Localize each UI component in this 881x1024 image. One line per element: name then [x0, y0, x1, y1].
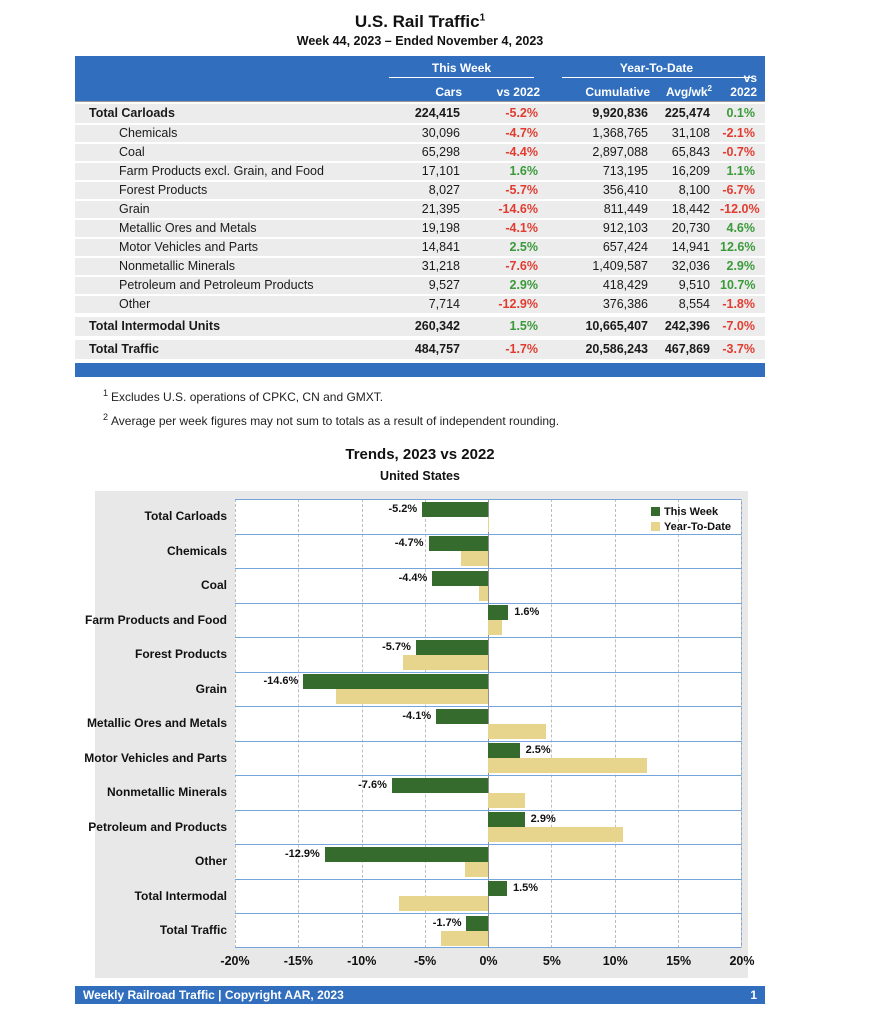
chart-subtitle: United States — [380, 469, 460, 483]
table-cell: 18,442 — [671, 202, 710, 216]
table-cell: Forest Products — [119, 183, 208, 197]
bar-value-label: 2.5% — [525, 744, 551, 756]
table-cell: -5.2% — [505, 106, 538, 120]
table-cell: 467,869 — [664, 342, 710, 356]
table-cell: 19,198 — [421, 221, 460, 235]
bar-value-label: 2.9% — [530, 813, 556, 825]
table-cell: 1.5% — [509, 319, 538, 333]
legend-item-this-week — [651, 504, 731, 519]
footnotes — [103, 385, 765, 430]
table-cell: -1.7% — [505, 342, 538, 356]
bar-year-to-date — [488, 517, 489, 532]
table-row — [75, 340, 765, 361]
axis-tick-label: -15% — [283, 953, 313, 968]
table-cell: 8,027 — [428, 183, 460, 197]
table-cell: 2.9% — [726, 259, 755, 273]
chart-category-label: Chemicals — [166, 543, 227, 558]
table-row — [75, 125, 765, 144]
bar-year-to-date — [488, 827, 623, 842]
table-cell: 418,429 — [602, 278, 648, 292]
bar-year-to-date — [461, 551, 488, 566]
table-row — [75, 296, 765, 315]
chart-category-band — [235, 775, 741, 810]
table-cell: Nonmetallic Minerals — [119, 259, 236, 273]
bar-year-to-date — [336, 689, 488, 704]
table-cell: 260,342 — [414, 319, 460, 333]
table-cell: 20,730 — [671, 221, 710, 235]
chart-category-label: Other — [194, 854, 227, 869]
table-cell: 31,218 — [421, 259, 460, 273]
chart-category-band — [235, 913, 741, 948]
table-cell: -4.1% — [505, 221, 538, 235]
table-cell: Metallic Ores and Metals — [119, 221, 257, 235]
bar-this-week — [436, 709, 488, 724]
bar-this-week — [432, 571, 488, 586]
table-cell: -7.6% — [505, 259, 538, 273]
chart-title: Trends, 2023 vs 2022 — [345, 446, 495, 463]
legend-label-this-week: This Week — [663, 505, 719, 518]
bar-this-week — [325, 847, 488, 862]
table-cell: -0.7% — [722, 145, 755, 159]
axis-tick-label: -5% — [414, 953, 437, 968]
table-cell: 30,096 — [421, 126, 460, 140]
table-cell: 713,195 — [602, 164, 648, 178]
table-cell: 32,036 — [671, 259, 710, 273]
table-cell: Total Intermodal Units — [89, 319, 221, 333]
table-cell: 242,396 — [664, 319, 710, 333]
table-cell: 8,554 — [678, 297, 710, 311]
bar-year-to-date — [479, 586, 488, 601]
bar-year-to-date — [488, 724, 546, 739]
table-cell: 65,298 — [421, 145, 460, 159]
legend-swatch-green-icon — [651, 507, 660, 516]
chart-category-label: Total Traffic — [159, 923, 227, 938]
table-cell: -4.4% — [505, 145, 538, 159]
chart-category-label: Coal — [200, 578, 227, 593]
chart-category-band — [235, 879, 741, 914]
axis-tick-label: 10% — [602, 953, 628, 968]
table-cell: 10,665,407 — [585, 319, 648, 333]
table-cell: 912,103 — [602, 221, 648, 235]
table-cell: 356,410 — [602, 183, 648, 197]
chart-category-band — [235, 568, 741, 603]
table-cell: -4.7% — [505, 126, 538, 140]
table-row — [75, 317, 765, 338]
chart-category-band — [235, 741, 741, 776]
chart-legend — [651, 504, 731, 534]
bar-year-to-date — [465, 862, 488, 877]
table-cell: 14,841 — [421, 240, 460, 254]
bar-this-week — [466, 916, 488, 931]
table-body — [75, 101, 765, 361]
table-cell: Total Traffic — [89, 342, 159, 356]
table-cell: 811,449 — [603, 202, 648, 216]
axis-tick-label: 5% — [542, 953, 561, 968]
chart-category-label: Forest Products — [134, 647, 227, 662]
table-cell: 21,395 — [421, 202, 460, 216]
footnote: $^1$ Excludes U.S. operations of CPKC, CN and GMXT. — [103, 388, 384, 404]
table-cell: 20,586,243 — [585, 342, 648, 356]
footnote: $^2$ Average per week figures may not sum to totals as a result of independent rounding. — [103, 412, 560, 428]
table-cell: -1.8% — [722, 297, 755, 311]
table-row — [75, 220, 765, 239]
table-row — [75, 277, 765, 296]
table-cell: -2.1% — [722, 126, 755, 140]
axis-tick-label: -20% — [220, 953, 250, 968]
footer-page-number: 1 — [750, 987, 757, 1002]
bar-value-label: 1.5% — [512, 882, 539, 894]
legend-label-year-to-date: Year-To-Date — [663, 520, 731, 533]
table-cell: 2,897,088 — [592, 145, 648, 159]
table-cell: 1,409,587 — [592, 259, 648, 273]
table-cell: 17,101 — [421, 164, 460, 178]
bar-this-week — [488, 812, 525, 827]
table-cell: 2.5% — [509, 240, 538, 254]
table-cell: Chemicals — [119, 126, 178, 140]
table-cell: Other — [119, 297, 151, 311]
legend-swatch-tan-icon — [651, 522, 660, 531]
table-cell: 484,757 — [414, 342, 460, 356]
bar-value-label: -4.7% — [394, 537, 424, 549]
axis-tick-label: 20% — [729, 953, 755, 968]
bar-this-week — [392, 778, 488, 793]
page-subtitle: Week 44, 2023 – Ended November 4, 2023 — [296, 34, 544, 48]
chart-category-label: Motor Vehicles and Parts — [84, 750, 227, 765]
col-header-cumulative: Cumulative — [585, 85, 650, 99]
table-cell: 376,386 — [602, 297, 648, 311]
table-cell: 31,108 — [671, 126, 710, 140]
axis-tick-label: -10% — [347, 953, 377, 968]
table-cell: -6.7% — [722, 183, 755, 197]
report-page — [75, 0, 765, 978]
table-cell: 1.6% — [509, 164, 538, 178]
bar-year-to-date — [403, 655, 488, 670]
chart-category-labels — [84, 499, 235, 948]
bar-this-week — [488, 743, 520, 758]
table-cell: 9,920,836 — [592, 106, 648, 120]
chart-category-band — [235, 844, 741, 879]
table-cell: Farm Products excl. Grain, and Food — [119, 164, 324, 178]
title-footnote-marker: 1 — [479, 12, 486, 24]
bar-value-label: -5.7% — [382, 640, 411, 653]
chart-category-band — [235, 637, 741, 672]
col-header-week-vs-2022: vs 2022 — [496, 85, 540, 99]
table-bottom-bar — [75, 363, 765, 377]
bar-value-label: -5.2% — [388, 502, 418, 515]
group-header-this-week: This Week — [375, 61, 548, 78]
chart-category-label: Total Carloads — [144, 509, 227, 524]
table-cell: 4.6% — [726, 221, 755, 235]
table-cell: 12.6% — [720, 240, 756, 254]
table-cell: 224,415 — [414, 106, 460, 120]
bar-value-label: -4.4% — [398, 571, 428, 584]
table-cell: Grain — [119, 202, 150, 216]
table-cell: 9,527 — [428, 278, 460, 292]
chart-plot-area — [235, 499, 742, 948]
chart-category-band — [235, 672, 741, 707]
table-cell: 65,843 — [671, 145, 710, 159]
trends-bar-chart — [84, 491, 755, 978]
chart-category-label: Metallic Ores and Metals — [86, 716, 227, 731]
page-title: U.S. Rail Traffic$^1$ — [354, 12, 486, 31]
bar-value-label: -12.9% — [284, 847, 320, 860]
table-header — [75, 56, 765, 101]
bar-this-week — [429, 536, 488, 551]
table-cell: 0.1% — [726, 106, 755, 120]
table-cell: 9,510 — [678, 278, 710, 292]
bar-this-week — [416, 640, 488, 655]
table-cell: 225,474 — [664, 106, 710, 120]
chart-category-label: Total Intermodal — [134, 888, 227, 903]
table-cell: 2.9% — [509, 278, 538, 292]
table-cell: Petroleum and Petroleum Products — [119, 278, 314, 292]
table-row — [75, 163, 765, 182]
table-cell: 1.1% — [726, 164, 755, 178]
table-row — [75, 201, 765, 220]
bar-value-label: 1.6% — [514, 606, 540, 618]
table-cell: Coal — [119, 145, 145, 159]
bar-year-to-date — [488, 620, 502, 635]
table-cell: Motor Vehicles and Parts — [119, 240, 258, 254]
table-row — [75, 182, 765, 201]
bar-this-week — [422, 502, 488, 517]
table-row — [75, 104, 765, 125]
chart-category-label: Grain — [195, 681, 227, 696]
table-cell: 1,368,765 — [592, 126, 648, 140]
chart-category-label: Farm Products and Food — [84, 612, 227, 627]
table-cell: -7.0% — [722, 319, 755, 333]
rail-traffic-table — [75, 56, 765, 377]
col-header-ytd-vs-2022: vs 2022 — [730, 71, 757, 99]
table-cell: 14,941 — [671, 240, 710, 254]
bar-value-label: -7.6% — [358, 778, 387, 791]
chart-category-band — [235, 603, 741, 638]
bar-value-label: -1.7% — [432, 916, 462, 929]
axis-tick-label: 0% — [479, 953, 498, 968]
chart-x-axis — [220, 948, 755, 972]
table-row — [75, 258, 765, 277]
gridline — [741, 499, 742, 948]
table-cell: -12.0% — [720, 202, 760, 216]
col-header-cars: Cars — [435, 85, 462, 99]
table-cell: Total Carloads — [89, 106, 175, 120]
table-cell: 7,714 — [428, 297, 460, 311]
bar-value-label: -4.1% — [402, 709, 432, 722]
table-cell: 16,209 — [671, 164, 710, 178]
bar-year-to-date — [488, 793, 525, 808]
group-header-year-to-date: Year-To-Date — [548, 61, 765, 78]
bar-year-to-date — [399, 896, 488, 911]
bar-value-label: -14.6% — [263, 675, 299, 687]
table-row — [75, 144, 765, 163]
chart-category-label: Petroleum and Products — [88, 819, 227, 834]
bar-year-to-date — [488, 758, 647, 773]
legend-item-year-to-date — [651, 519, 731, 534]
table-cell: 657,424 — [602, 240, 648, 254]
bar-this-week — [488, 881, 507, 896]
col-header-avg-wk: Avg/$wk^2$ — [665, 84, 712, 99]
chart-category-label: Nonmetallic Minerals — [106, 785, 227, 800]
footer-text: Weekly Railroad Traffic | Copyright AAR, 2023 — [83, 987, 344, 1002]
table-cell: -14.6% — [498, 202, 538, 216]
chart-category-band — [235, 810, 741, 845]
axis-tick-label: 15% — [666, 953, 692, 968]
footer-bar — [75, 986, 765, 1004]
table-cell: -12.9% — [498, 297, 538, 311]
table-cell: -5.7% — [505, 183, 538, 197]
table-cell: -3.7% — [722, 342, 755, 356]
bar-this-week — [303, 674, 488, 689]
bar-year-to-date — [441, 931, 488, 946]
chart-category-band — [235, 706, 741, 741]
table-row — [75, 239, 765, 258]
table-cell: 8,100 — [678, 183, 710, 197]
bar-this-week — [488, 605, 508, 620]
chart-category-band — [235, 534, 741, 569]
table-cell: 10.7% — [720, 278, 756, 292]
